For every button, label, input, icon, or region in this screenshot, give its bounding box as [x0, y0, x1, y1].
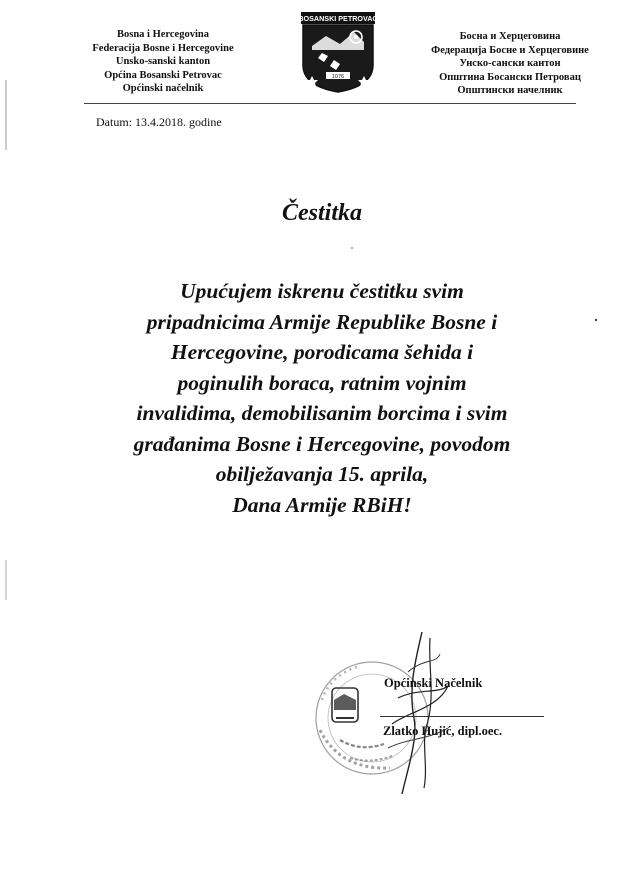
header-line: Općinski načelnik: [122, 83, 204, 94]
message-line: Hercegovine, porodicama šehida i: [170, 340, 474, 364]
header-line: Unsko-sanski kanton: [115, 56, 211, 67]
header-line: Општински начелник: [457, 85, 563, 96]
message-body: [88, 276, 556, 520]
document-date: Datum: 13.4.2018. godine: [96, 115, 222, 129]
message-line: obilježavanja 15. aprila,: [215, 462, 429, 486]
header-line: Bosna i Hercegovina: [117, 29, 209, 40]
message-line: Upućujem iskrenu čestitku svim: [180, 279, 464, 303]
message-line: građanima Bosne i Hercegovine, povodom: [133, 431, 511, 456]
header-line: Općina Bosanski Petrovac: [104, 69, 222, 81]
signature-line: [380, 716, 544, 717]
handwritten-signature-icon: [378, 628, 468, 798]
header-line: Општина Босански Петровац: [439, 71, 581, 83]
crest-year: 1076: [331, 74, 345, 80]
signatory-role: Općinski Načelnik: [384, 676, 483, 690]
message-line: pripadnicima Armije Republike Bosne i: [146, 309, 498, 334]
message-line: invalidima, demobilisanim borcima i svim: [136, 401, 508, 425]
document-title: Čestitka: [281, 200, 362, 226]
signatory-name: Zlatko Hujić, dipl.oec.: [383, 724, 503, 738]
header-cyrillic: [405, 30, 615, 98]
header-divider: [84, 103, 576, 104]
crest-caption: BOSANSKI PETROVAC: [298, 14, 378, 23]
header-line: Унско-сански кантон: [459, 58, 561, 69]
municipality-crest-icon: [298, 10, 378, 94]
message-line: Dana Armije RBiH!: [232, 492, 412, 517]
header-line: Федерација Босне и Херцеговине: [431, 44, 589, 56]
header-line: Босна и Херцеговина: [459, 31, 561, 42]
header-line: Federacija Bosne i Hercegovine: [92, 42, 234, 54]
message-line: poginulih boraca, ratnim vojnim: [177, 370, 467, 395]
header-latin: [68, 28, 258, 96]
